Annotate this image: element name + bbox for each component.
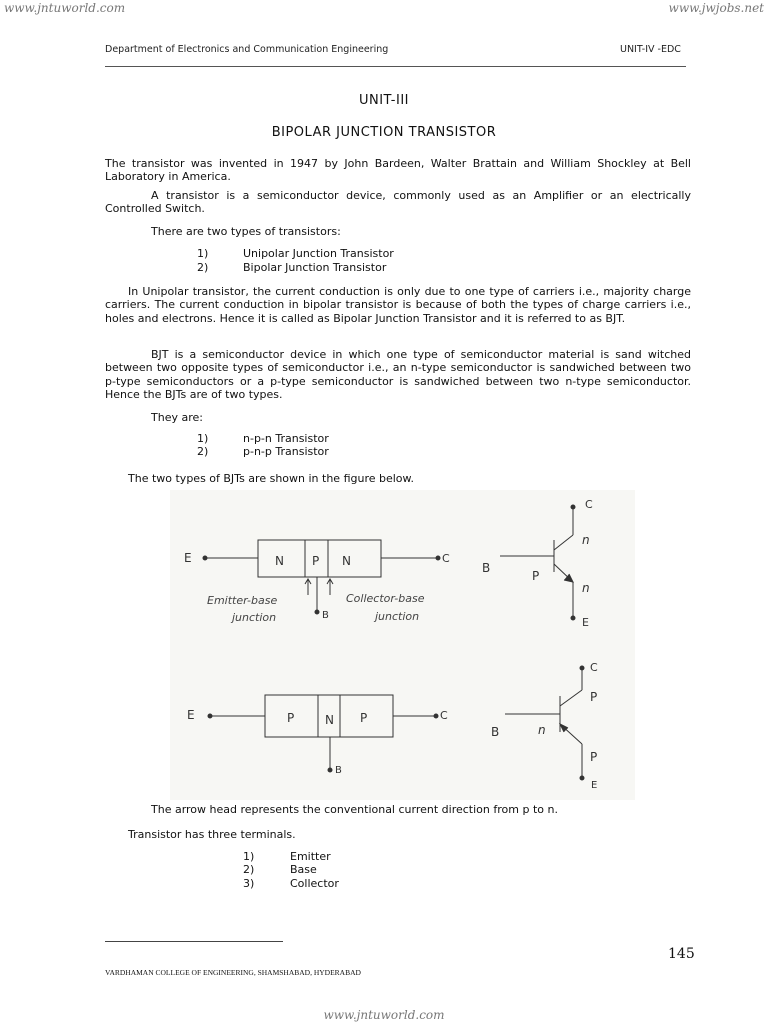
college-footer: VARDHAMAN COLLEGE OF ENGINEERING, SHAMSHABAD, HYDERABAD	[105, 968, 361, 977]
paragraph-definition: A transistor is a semiconductor device, commonly used as an Amplifier or an electrically Controlled Switch.	[105, 189, 691, 216]
section-title: BIPOLAR JUNCTION TRANSISTOR	[271, 125, 497, 140]
unit-code-header: UNIT-IV -EDC	[620, 44, 681, 55]
emitter-base-label: Emitter-base	[207, 594, 278, 607]
list-number: 2)	[197, 445, 209, 458]
pnp-region-n: N	[325, 713, 334, 727]
list-item: Emitter	[290, 850, 331, 863]
bjt-types-figure	[170, 490, 635, 800]
pnp-region-p2: P	[360, 711, 368, 725]
list-item: Base	[290, 863, 317, 876]
npn-symbol-base: B	[482, 561, 491, 575]
list-item: Collector	[290, 877, 339, 890]
pnp-region-p1: P	[287, 711, 295, 725]
list-item: n-p-n Transistor	[243, 432, 329, 445]
pnp-symbol-p1: P	[590, 690, 598, 704]
npn-symbol-p: P	[532, 569, 540, 583]
department-header: Department of Electronics and Communication Engineering	[105, 44, 389, 55]
list-number: 2)	[243, 863, 255, 876]
paragraph-unipolar: In Unipolar transistor, the current conduction is only due to one type of carriers i.e., majority charge carriers. The current conduction in bipolar transistor is because of both the types of charge carriers i.e., holes and electrons. Hence it is called as Bipolar Junction Transistor and it is referred to as BJT.	[105, 285, 691, 325]
list-number: 2)	[197, 261, 209, 274]
pnp-symbol-n: n	[538, 723, 546, 737]
npn-region-n2: N	[342, 554, 351, 568]
paragraph-arrow-head: The arrow head represents the conventional current direction from p to n.	[151, 803, 558, 816]
footer-rule	[105, 941, 283, 942]
npn-region-p: P	[312, 554, 320, 568]
list-item: p-n-p Transistor	[243, 445, 329, 458]
list-number: 1)	[197, 432, 209, 445]
watermark-top-right: www.jwjobs.net	[668, 1, 764, 15]
list-number: 1)	[197, 247, 209, 260]
npn-base-label: B	[322, 610, 329, 621]
emitter-base-junction-label: junction	[232, 611, 277, 624]
paragraph-bjt-definition: BJT is a semiconductor device in which one type of semiconductor material is sand witched between two opposite types of semiconductor i.e., an n-type semiconductor is sandwiched between two p-type semiconductors or a p-type semiconductor is sandwiched between two n-type semiconductor. Hence the BJTs are of two types.	[105, 348, 691, 402]
npn-collector-label: C	[442, 552, 450, 565]
paragraph-figure-intro: The two types of BJTs are shown in the figure below.	[128, 472, 415, 485]
unit-title: UNIT-III	[358, 93, 409, 108]
list-number: 3)	[243, 877, 255, 890]
list-number: 1)	[243, 850, 255, 863]
watermark-bottom: www.jntuworld.com	[323, 1008, 445, 1022]
npn-emitter-label: E	[184, 551, 192, 565]
pnp-emitter-label: E	[187, 708, 195, 722]
list-item: Unipolar Junction Transistor	[243, 247, 394, 260]
paragraph-types-intro: There are two types of transistors:	[151, 225, 341, 238]
npn-symbol-collector: C	[585, 498, 593, 511]
collector-base-junction-label: junction	[375, 610, 420, 623]
header-rule	[105, 66, 686, 67]
paragraph-terminals-intro: Transistor has three terminals.	[128, 828, 296, 841]
collector-base-label: Collector-base	[346, 592, 425, 605]
paragraph-invention: The transistor was invented in 1947 by John Bardeen, Walter Brattain and William Shockley at Bell Laboratory in America.	[105, 157, 691, 184]
npn-symbol-n2: n	[582, 581, 590, 595]
pnp-symbol-base: B	[491, 725, 500, 739]
pnp-symbol-p2: P	[590, 750, 598, 764]
pnp-base-label: B	[335, 765, 342, 776]
page-number: 145	[668, 946, 695, 962]
pnp-symbol-emitter: E	[591, 780, 598, 791]
pnp-symbol-collector: C	[590, 661, 598, 674]
pnp-collector-label: C	[440, 709, 448, 722]
watermark-top-left: www.jntuworld.com	[4, 1, 126, 15]
npn-region-n1: N	[275, 554, 284, 568]
npn-symbol-n1: n	[582, 533, 590, 547]
paragraph-they-are: They are:	[151, 411, 203, 424]
npn-symbol-emitter: E	[582, 616, 589, 629]
list-item: Bipolar Junction Transistor	[243, 261, 387, 274]
